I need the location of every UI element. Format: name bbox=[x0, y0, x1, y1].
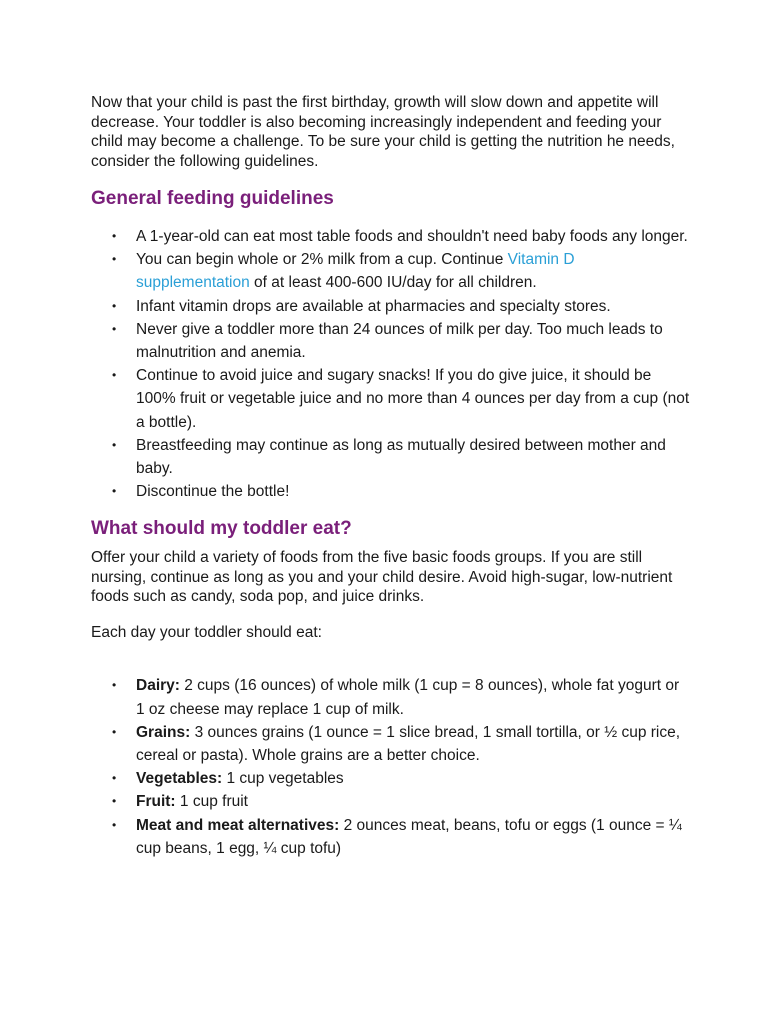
list-item: • Never give a toddler more than 24 ounces of milk per day. Too much leads to malnutrition and anemia. bbox=[136, 318, 691, 364]
bullet-icon: • bbox=[112, 321, 117, 336]
list-item: • Infant vitamin drops are available at pharmacies and specialty stores. bbox=[136, 295, 691, 318]
fruit-label: Fruit: bbox=[136, 793, 176, 811]
bullet-icon: • bbox=[112, 368, 117, 383]
dairy-label: Dairy: bbox=[136, 677, 180, 695]
bullet-icon: • bbox=[112, 252, 117, 267]
meat-label: Meat and meat alternatives: bbox=[136, 816, 340, 834]
vitamin-d-link[interactable]: Vitamin D supplementation bbox=[136, 251, 575, 292]
intro-paragraph: Now that your child is past the first birthday, growth will slow down and appetite will decrease. Your toddler is also becoming increasingly independent and feeding your child may become a challenge. To be sure your child is getting the nutrition he needs, consider the following guidelines. bbox=[91, 94, 675, 170]
bullet-icon: • bbox=[112, 298, 117, 313]
bullet-icon: • bbox=[112, 817, 117, 832]
list-item: • Fruit: 1 cup fruit bbox=[136, 790, 691, 813]
general-guidelines-list bbox=[91, 225, 691, 503]
what-should-toddler-eat-heading: What should my toddler eat? bbox=[91, 518, 352, 540]
grains-label: Grains: bbox=[136, 723, 191, 741]
bullet-icon: • bbox=[112, 437, 117, 452]
food-groups-list bbox=[91, 674, 691, 860]
each-day-paragraph: Each day your toddler should eat: bbox=[91, 623, 322, 641]
list-item: • Discontinue the bottle! bbox=[136, 480, 691, 503]
list-item: • Vegetables: 1 cup vegetables bbox=[136, 767, 691, 790]
bullet-icon: • bbox=[112, 794, 117, 809]
bullet-icon: • bbox=[112, 484, 117, 499]
vegetables-label: Vegetables: bbox=[136, 770, 223, 788]
list-item: • Breastfeeding may continue as long as mutually desired between mother and baby. bbox=[136, 434, 691, 480]
bullet-icon: • bbox=[112, 678, 117, 693]
list-item: • Continue to avoid juice and sugary snacks! If you do give juice, it should be 100% fruit or vegetable juice and no more than 4 ounces per day from a cup (not a bottle). bbox=[136, 364, 691, 434]
list-item: • You can begin whole or 2% milk from a cup. Continue Vitamin D supplementation of at least 400-600 IU/day for all children. bbox=[136, 248, 691, 294]
list-item: • Grains: 3 ounces grains (1 ounce = 1 slice bread, 1 small tortilla, or ½ cup rice, cereal or pasta). Whole grains are a better choice. bbox=[136, 721, 691, 767]
bullet-icon: • bbox=[112, 771, 117, 786]
list-item: • Dairy: 2 cups (16 ounces) of whole milk (1 cup = 8 ounces), whole fat yogurt or 1 oz cheese may replace 1 cup of milk. bbox=[136, 674, 691, 720]
bullet-icon: • bbox=[112, 724, 117, 739]
bullet-icon: • bbox=[112, 229, 117, 243]
list-item: • Meat and meat alternatives: 2 ounces meat, beans, tofu or eggs (1 ounce = ¼ cup beans, 1 egg, ¼ cup tofu) bbox=[136, 814, 691, 860]
list-item: • A 1-year-old can eat most table foods and shouldn't need baby foods any longer. bbox=[136, 225, 691, 248]
general-feeding-heading: General feeding guidelines bbox=[91, 188, 334, 209]
document-page bbox=[91, 93, 691, 860]
offer-paragraph: Offer your child a variety of foods from the five basic foods groups. If you are still nursing, continue as long as you and your child desire. Avoid high-sugar, low-nutrient foods such as candy, soda pop, and juice drinks. bbox=[91, 549, 673, 606]
